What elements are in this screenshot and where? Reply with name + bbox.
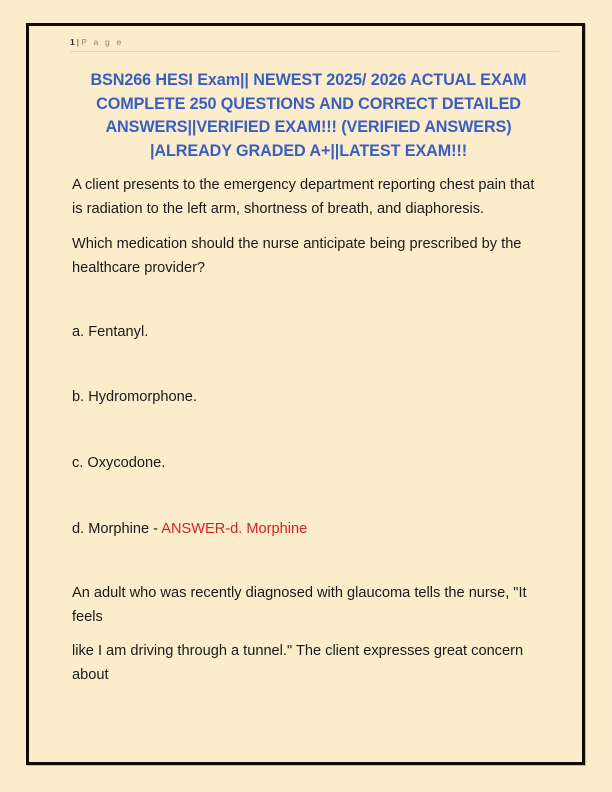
option-d-label: d. Morphine - — [72, 520, 162, 537]
option-a: a. Fentanyl. — [72, 323, 149, 340]
option-b: b. Hydromorphone. — [72, 389, 197, 406]
page-inner-border — [29, 26, 582, 762]
spacer — [72, 163, 545, 174]
page-header — [30, 27, 581, 48]
title-line-1: BSN266 HESI Exam|| NEWEST 2025/ 2026 ACTUAL — [90, 71, 476, 89]
title-line-2: EXAM COMPLETE 250 QUESTIONS AND CORRECT — [96, 71, 527, 113]
question-1-prompt: Which medication should the nurse anticipate being prescribed by the healthcare provider? — [72, 235, 522, 276]
spacer — [72, 222, 545, 233]
header-divider — [70, 51, 559, 52]
page-title — [72, 69, 545, 163]
page-marker-separator: | — [76, 37, 80, 47]
spacer — [72, 344, 545, 386]
title-line-3: DETAILED ANSWERS||VERIFIED EXAM!!! (VERIFIED — [105, 94, 521, 137]
spacer — [72, 629, 545, 640]
option-d-answer — [72, 518, 545, 542]
question-1-stem: A client presents to the emergency department reporting chest pain that is radiation to the left arm, shortness of breath, and diaphoresis. — [72, 177, 535, 218]
question-2-stem-line-1: An adult who was recently diagnosed with glaucoma tells the nurse, "It feels — [72, 584, 527, 625]
document-content — [30, 69, 581, 688]
page-number: 1 — [70, 37, 75, 47]
spacer — [72, 410, 545, 452]
answer-highlight: ANSWER-d. Morphine — [161, 520, 308, 537]
page-marker-word: P a g e — [81, 37, 124, 47]
option-c: c. Oxycodone. — [72, 455, 166, 472]
document-page — [26, 23, 585, 765]
question-2-stem-line-2: like I am driving through a tunnel." The client expresses great concern about — [72, 643, 524, 684]
spacer — [72, 281, 545, 321]
title-line-4: ANSWERS) |ALREADY GRADED A+||LATEST EXAM!!! — [149, 118, 512, 160]
spacer — [72, 476, 545, 518]
spacer — [72, 542, 545, 582]
page-number-marker — [70, 36, 561, 48]
